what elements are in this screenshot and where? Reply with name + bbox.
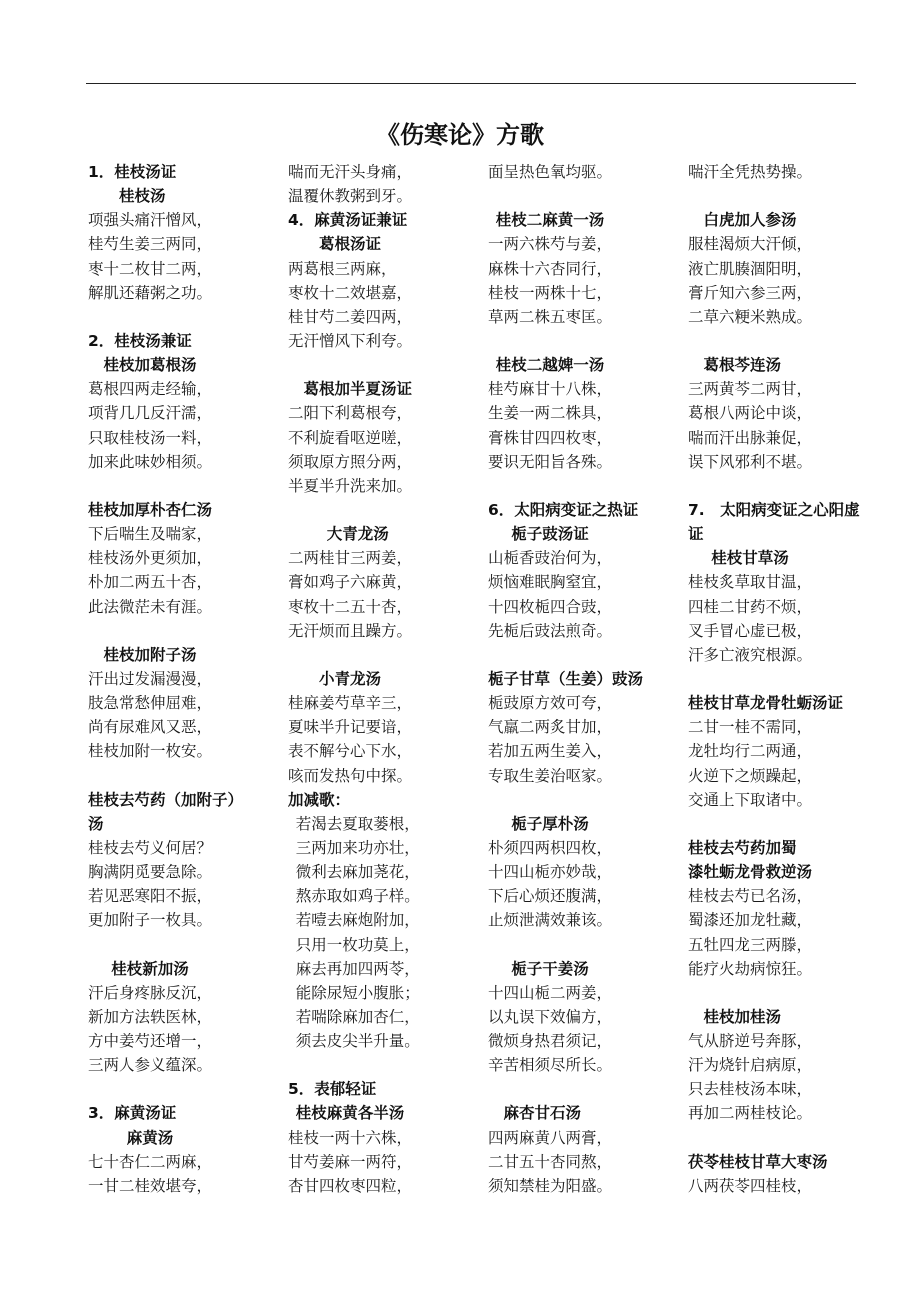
blank-line bbox=[88, 764, 273, 788]
verse-line: 四桂二甘药不烦， bbox=[688, 597, 813, 616]
verse-line: 火逆下之烦躁起， bbox=[688, 766, 813, 785]
blank-line bbox=[688, 667, 873, 691]
section-heading: 大青龙汤 bbox=[326, 525, 389, 544]
verse-line: 先栀后豉法煎奇。 bbox=[488, 621, 613, 640]
verse-line: 桂芍生姜三两同， bbox=[88, 235, 213, 254]
verse-line: 桂枝去芍已名汤， bbox=[688, 887, 813, 906]
verse-line: 此法微茫未有涯。 bbox=[88, 597, 213, 616]
verse-line: 膏株甘四四枚枣， bbox=[488, 428, 613, 447]
blank-line bbox=[488, 643, 673, 667]
section-heading: 桂枝加桂汤 bbox=[703, 1007, 782, 1026]
verse-line: 若加五两生姜入， bbox=[488, 742, 613, 761]
section-heading: 桂枝加厚朴杏仁汤 bbox=[88, 500, 213, 519]
verse-line: 误下风邪利不堪。 bbox=[688, 452, 813, 471]
verse-line: 三两加来功亦壮， bbox=[295, 838, 420, 857]
blank-line bbox=[688, 1126, 873, 1150]
verse-line: 二甘五十杏同熬， bbox=[488, 1152, 613, 1171]
verse-line: 三两黄芩二两甘， bbox=[688, 380, 813, 399]
section-heading: 白虎加人参汤 bbox=[703, 211, 797, 230]
section-heading: 葛根芩连汤 bbox=[703, 356, 782, 375]
verse-line: 温覆休教粥到牙。 bbox=[288, 187, 413, 206]
section-heading: 桂枝去芍药加蜀 bbox=[688, 838, 797, 857]
verse-line: 桂芍麻甘十八株， bbox=[488, 380, 613, 399]
blank-line bbox=[88, 933, 273, 957]
verse-line: 须去皮尖半升量。 bbox=[295, 1032, 420, 1051]
section-heading: 桂枝二越婢一汤 bbox=[495, 356, 605, 375]
verse-line: 山栀香豉治何为， bbox=[488, 549, 613, 568]
verse-line: 枣枚十二效堪嘉， bbox=[288, 283, 413, 302]
verse-line: 桂枝一两十六株， bbox=[288, 1128, 413, 1147]
section-heading: 7. 太阳病变证之心阳虚 bbox=[688, 500, 860, 519]
verse-line: 须取原方照分两， bbox=[288, 452, 413, 471]
verse-line: 汗为烧针启病原， bbox=[688, 1056, 813, 1075]
verse-line: 尚有尿难风又恶， bbox=[88, 718, 213, 737]
section-heading: 葛根汤证 bbox=[319, 235, 382, 254]
verse-line: 熬赤取如鸡子样。 bbox=[295, 887, 420, 906]
section-heading: 加减歌： bbox=[288, 790, 351, 809]
verse-line: 枣枚十二五十杏， bbox=[288, 597, 413, 616]
verse-line: 若渴去夏取蒌根， bbox=[295, 814, 420, 833]
verse-line: 七十杏仁二两麻， bbox=[88, 1152, 213, 1171]
page-title: 《伤寒论》方歌 bbox=[376, 121, 544, 149]
verse-line: 方中姜芍还增一， bbox=[88, 1032, 213, 1051]
verse-line: 喘汗全凭热势操。 bbox=[688, 163, 813, 181]
verse-line: 加来此味妙相须。 bbox=[88, 452, 213, 471]
section-heading: 麻黄汤 bbox=[126, 1128, 174, 1147]
verse-line: 微烦身热君须记， bbox=[488, 1032, 613, 1051]
verse-line: 桂枝汤外更须加， bbox=[88, 549, 213, 568]
verse-line: 服桂渴烦大汗倾， bbox=[688, 235, 813, 254]
verse-line: 龙牡均行二两通， bbox=[688, 742, 813, 761]
section-heading: 4．麻黄汤证兼证 bbox=[288, 211, 408, 230]
blank-line bbox=[488, 329, 673, 353]
verse-line: 二两桂甘三两姜， bbox=[288, 549, 413, 568]
section-heading: 茯苓桂枝甘草大枣汤 bbox=[688, 1152, 828, 1171]
verse-line: 膏如鸡子六麻黄， bbox=[288, 573, 413, 592]
verse-line: 桂甘芍二姜四两， bbox=[288, 307, 413, 326]
verse-line: 咳而发热句中探。 bbox=[288, 766, 413, 785]
verse-line: 二草六粳米熟成。 bbox=[688, 307, 813, 326]
verse-line: 甘芍姜麻一两符， bbox=[288, 1152, 413, 1171]
section-heading: 桂枝去芍药（加附子） bbox=[88, 790, 244, 809]
section-heading: 汤 bbox=[88, 814, 104, 833]
verse-line: 下后心烦还腹满， bbox=[488, 887, 613, 906]
verse-line: 须知禁桂为阳盛。 bbox=[488, 1176, 613, 1195]
section-heading: 小青龙汤 bbox=[319, 669, 382, 688]
column-2 bbox=[288, 160, 473, 1198]
section-heading: 6．太阳病变证之热证 bbox=[488, 500, 639, 519]
verse-line: 三两人参义蕴深。 bbox=[88, 1056, 213, 1075]
column-1 bbox=[88, 160, 273, 1198]
section-heading: 桂枝加附子汤 bbox=[103, 645, 197, 664]
verse-line: 汗后身疼脉反沉， bbox=[88, 983, 213, 1002]
verse-line: 新加方法轶医林， bbox=[88, 1007, 213, 1026]
verse-line: 胸满阴觅要急除。 bbox=[88, 863, 213, 882]
verse-line: 若喘除麻加杏仁， bbox=[295, 1007, 420, 1026]
section-heading: 证 bbox=[688, 525, 704, 544]
blank-line bbox=[488, 474, 673, 498]
verse-line: 桂枝去芍义何居？ bbox=[88, 838, 213, 857]
blank-line bbox=[88, 305, 273, 329]
verse-line: 表不解兮心下水， bbox=[288, 742, 413, 761]
verse-line: 夏味半升记要谙， bbox=[288, 718, 413, 737]
verse-line: 项强头痛汗憎风， bbox=[88, 211, 213, 230]
blank-line bbox=[688, 981, 873, 1005]
verse-line: 朴加二两五十杏， bbox=[88, 573, 213, 592]
section-heading: 桂枝甘草汤 bbox=[711, 549, 789, 568]
verse-line: 专取生姜治呕家。 bbox=[488, 766, 613, 785]
verse-line: 四两麻黄八两膏， bbox=[488, 1128, 613, 1147]
section-heading: 5．表郁轻证 bbox=[288, 1080, 377, 1099]
blank-line bbox=[288, 643, 473, 667]
blank-line bbox=[688, 329, 873, 353]
verse-line: 喘而汗出脉兼促， bbox=[688, 428, 813, 447]
verse-line: 桂麻姜芍草辛三， bbox=[288, 694, 413, 713]
column-3 bbox=[488, 160, 673, 1198]
blank-line bbox=[488, 788, 673, 812]
section-heading: 栀子干姜汤 bbox=[511, 959, 589, 978]
verse-line: 桂枝炙草取甘温， bbox=[688, 573, 813, 592]
section-heading: 桂枝甘草龙骨牡蛎汤证 bbox=[688, 694, 844, 713]
verse-line: 交通上下取诸中。 bbox=[688, 790, 813, 809]
verse-line: 两葛根三两麻， bbox=[288, 259, 397, 278]
verse-line: 一两六株芍与姜， bbox=[488, 235, 613, 254]
verse-line: 桂枝一两株十七， bbox=[488, 283, 613, 302]
verse-line: 二阳下利葛根夸， bbox=[288, 404, 413, 423]
verse-line: 肢急常愁伸屈难， bbox=[88, 694, 213, 713]
section-heading: 栀子厚朴汤 bbox=[511, 814, 589, 833]
section-heading: 2．桂枝汤兼证 bbox=[88, 331, 192, 350]
verse-line: 八两茯苓四桂枝， bbox=[688, 1176, 813, 1195]
section-heading: 麻杏甘石汤 bbox=[503, 1104, 582, 1123]
verse-line: 生姜一两二株具， bbox=[488, 404, 613, 423]
verse-line: 不利旋看呕逆嗟， bbox=[288, 428, 413, 447]
section-heading: 漆牡蛎龙骨救逆汤 bbox=[688, 863, 813, 882]
verse-line: 气羸二两炙甘加， bbox=[488, 718, 613, 737]
section-heading: 桂枝新加汤 bbox=[111, 959, 189, 978]
column-4 bbox=[688, 160, 873, 1198]
verse-line: 能除尿短小腹胀； bbox=[295, 983, 420, 1002]
verse-line: 朴须四两枳四枚， bbox=[488, 838, 613, 857]
verse-line: 项背几几反汗濡， bbox=[88, 404, 213, 423]
verse-line: 汗出过发漏漫漫， bbox=[88, 669, 213, 688]
verse-line: 微利去麻加荛花， bbox=[295, 863, 420, 882]
verse-line: 能疗火劫病惊狂。 bbox=[688, 959, 813, 978]
blank-line bbox=[288, 1053, 473, 1077]
verse-line: 气从脐逆号奔豚， bbox=[688, 1032, 813, 1051]
blank-line bbox=[688, 812, 873, 836]
header-rule bbox=[86, 83, 856, 84]
blank-line bbox=[688, 184, 873, 208]
section-heading: 桂枝加葛根汤 bbox=[103, 356, 197, 375]
blank-line bbox=[288, 498, 473, 522]
section-heading: 3．麻黄汤证 bbox=[88, 1104, 177, 1123]
section-heading: 桂枝二麻黄一汤 bbox=[495, 211, 605, 230]
blank-line bbox=[488, 184, 673, 208]
verse-line: 喘而无汗头身痛， bbox=[288, 163, 413, 181]
section-heading: 桂枝麻黄各半汤 bbox=[295, 1104, 405, 1123]
verse-line: 十四山栀亦妙哉， bbox=[488, 863, 613, 882]
verse-line: 桂枝加附一枚安。 bbox=[88, 742, 213, 761]
section-heading: 葛根加半夏汤证 bbox=[303, 380, 413, 399]
verse-line: 只取桂枝汤一料， bbox=[88, 428, 213, 447]
verse-line: 液亡肌腠涸阳明， bbox=[688, 259, 813, 278]
section-heading: 桂枝汤 bbox=[119, 187, 166, 206]
verse-line: 更加附子一枚具。 bbox=[88, 911, 213, 930]
verse-line: 草两二株五枣匡。 bbox=[488, 307, 613, 326]
section-heading: 栀子甘草（生姜）豉汤 bbox=[488, 669, 644, 688]
verse-line: 二甘一桂不需同， bbox=[688, 718, 813, 737]
blank-line bbox=[88, 619, 273, 643]
verse-line: 解肌还藉粥之功。 bbox=[88, 283, 213, 302]
verse-line: 无汗憎风下利夸。 bbox=[288, 331, 413, 350]
verse-line: 麻株十六杏同行， bbox=[488, 259, 613, 278]
verse-line: 叉手冒心虚已极， bbox=[688, 621, 813, 640]
verse-line: 半夏半升洗来加。 bbox=[288, 476, 413, 495]
blank-line bbox=[688, 474, 873, 498]
verse-line: 烦恼难眠胸窒宜， bbox=[488, 573, 613, 592]
verse-line: 汗多亡液究根源。 bbox=[688, 645, 813, 664]
verse-line: 五牡四龙三两滕， bbox=[688, 935, 813, 954]
verse-line: 下后喘生及喘家， bbox=[88, 525, 213, 544]
verse-line: 十四山栀二两姜， bbox=[488, 983, 613, 1002]
verse-line: 止烦泄满效兼该。 bbox=[488, 911, 613, 930]
verse-line: 麻去再加四两苓， bbox=[295, 959, 420, 978]
verse-line: 十四枚栀四合豉， bbox=[488, 597, 613, 616]
verse-line: 再加二两桂枝论。 bbox=[688, 1104, 813, 1123]
blank-line bbox=[88, 474, 273, 498]
verse-line: 杏甘四枚枣四粒， bbox=[288, 1176, 413, 1195]
section-heading: 1．桂枝汤证 bbox=[88, 163, 177, 181]
verse-line: 枣十二枚甘二两， bbox=[88, 259, 213, 278]
verse-line: 只用一枚功莫上， bbox=[295, 935, 420, 954]
verse-line: 蜀漆还加龙牡藏， bbox=[688, 911, 813, 930]
verse-line: 辛苦相须尽所长。 bbox=[488, 1056, 613, 1075]
verse-line: 若噎去麻炮附加， bbox=[295, 911, 420, 930]
verse-line: 面呈热色氧均驱。 bbox=[488, 163, 613, 181]
verse-line: 无汗烦而且躁方。 bbox=[288, 621, 413, 640]
blank-line bbox=[488, 933, 673, 957]
verse-line: 葛根四两走经输， bbox=[88, 380, 213, 399]
section-heading: 栀子豉汤证 bbox=[511, 525, 589, 544]
verse-line: 一甘二桂效堪夸， bbox=[88, 1176, 213, 1195]
verse-line: 膏斤知六参三两， bbox=[688, 283, 813, 302]
verse-line: 若见恶寒阳不振， bbox=[88, 887, 213, 906]
blank-line bbox=[488, 1077, 673, 1101]
blank-line bbox=[288, 353, 473, 377]
verse-line: 葛根八两论中谈， bbox=[688, 404, 813, 423]
verse-line: 栀豉原方效可夸， bbox=[488, 694, 613, 713]
verse-line: 只去桂枝汤本味， bbox=[688, 1080, 813, 1099]
verse-line: 要识无阳旨各殊。 bbox=[488, 452, 613, 471]
verse-line: 以丸误下效偏方， bbox=[488, 1007, 613, 1026]
blank-line bbox=[88, 1077, 273, 1101]
